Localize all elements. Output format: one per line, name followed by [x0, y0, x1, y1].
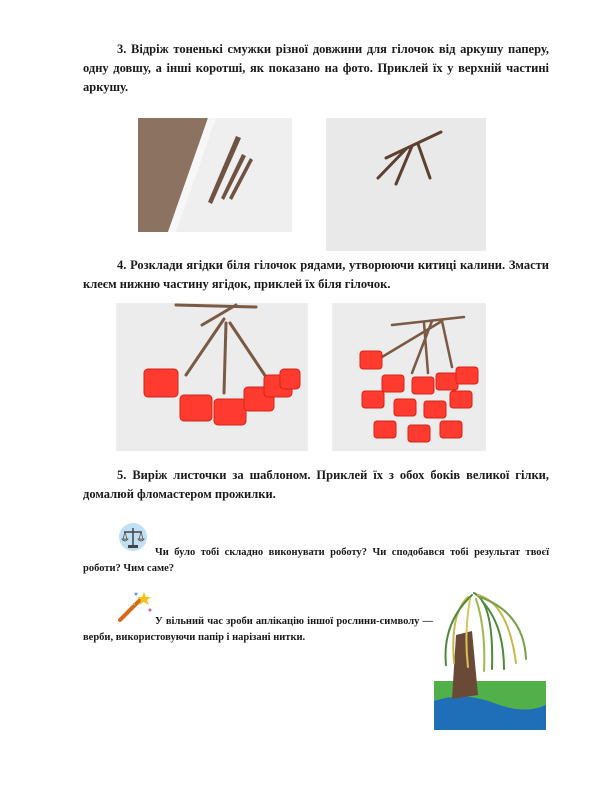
photo-berries-cluster — [332, 303, 486, 451]
photo-paper-strips — [138, 118, 292, 232]
task-text: У вільний час зроби аплікацію іншої рослини-символу — верби, використовуючи папір і нарізані нитки. — [83, 616, 433, 643]
step-3-text: 3. Відріж тоненькі смужки різної довжини для гілочок від аркушу паперу, одну довшу, а інші коротші, як показано на фото. Приклей їх у верхній частині аркушу. — [83, 42, 549, 94]
photo-willow-applique — [434, 573, 546, 730]
step-5-text: 5. Виріж листочки за шаблоном. Приклей їх з обох боків великої гілки, домалюй фломастером прожилки. — [83, 468, 549, 501]
step-4-text: 4. Розклади ягідки біля гілочок рядами, утворюючи китиці калини. Змасти клеєм нижню частину ягідок, приклей їх біля гілочок. — [83, 258, 549, 291]
reflection-text: Чи було тобі складно виконувати роботу? Чи сподобався тобі результат твоєї роботи? Чим саме? — [83, 547, 549, 574]
photo-berries-row — [116, 303, 308, 451]
photo-branch-strips — [326, 118, 486, 251]
